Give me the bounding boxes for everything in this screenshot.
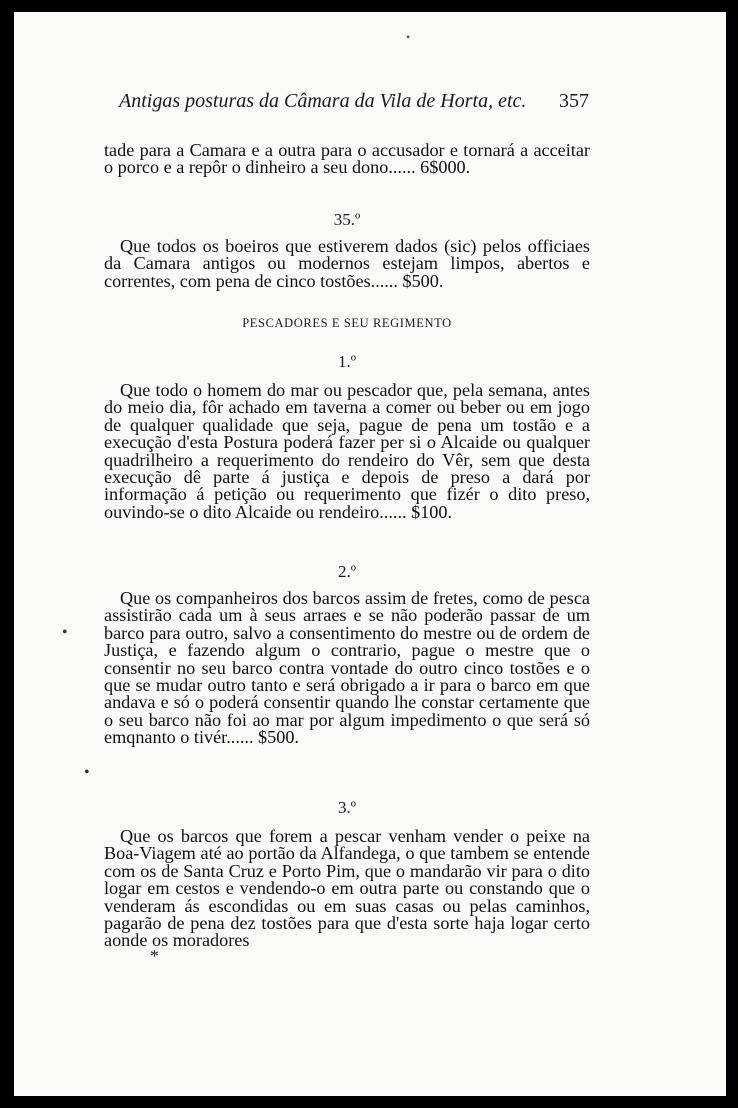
article-text: Que os barcos que forem a pescar venham vender o peixe na Boa-Viagem até ao portão da Alfandega, o que tambem se entende com os de Santa Cruz e Porto Pim, que o mandarão vir para o dito logar em cestos e vendendo-o em outra parte ou constando que o venderam ás escondidas ou em suas casas ou pelas caminhos, pagarão de pena dez tostões para que d'esta sorte haja logar certo aonde os moradores (104, 826, 590, 951)
article-number-1: 1.º (337, 352, 357, 371)
page-number: 357 (559, 90, 589, 112)
running-header (119, 90, 589, 113)
article-1 (104, 382, 590, 521)
margin-dot: • (84, 764, 90, 781)
margin-dot: • (62, 624, 68, 641)
footer-asterisk: * (150, 946, 159, 966)
article-35 (104, 238, 590, 290)
article-2 (104, 590, 590, 747)
article-text: Que os companheiros dos barcos assim de fretes, como de pesca assistirão cada um à seus arraes e se não poderão passar de um barco para outro, salvo a consentimento do mestre ou de ordem de Justiça, e fazendo algum o contrario, pague o mestre que o consentir no seu barco contra vontade do outro cinco tostões e o que se mudar outro tanto e será obrigado a ir para o barco em que andava e só o poderá consentir quando lhe constar certamente que o seu barco não foi ao mar por algum impedimento o que será só emqnanto o tivér...... $500. (104, 588, 590, 748)
running-title: Antigas posturas da Câmara da Vila de Horta, etc. (119, 90, 527, 112)
paragraph-text: tade para a Camara e a outra para o accusador e tornará a acceitar o porco e a repôr o dinheiro a seu dono...... 6$000. (104, 140, 590, 178)
article-number-3: 3.º (337, 798, 357, 817)
article-number-2: 2.º (337, 562, 357, 581)
article-text: Que todos os boeiros que estiverem dados (sic) pelos officiaes da Camara antigos ou modernos estejam limpos, abertos e correntes, com pena de cinco tostões...... $500. (104, 236, 590, 291)
article-number-35: 35.º (333, 210, 361, 229)
scan-speck: • (406, 30, 411, 44)
article-3 (104, 828, 590, 950)
article-text: Que todo o homem do mar ou pescador que, pela semana, antes do meio dia, fôr achado em taverna a comer ou beber ou em jogo de qualquer qualidade que seja, pague de pena um tostão e a execução d'esta Postura poderá fazer per si o Alcaide ou qualquer quadrilheiro a requerimento do rendeiro do Vêr, sem que desta execução dê parte á justiça e depois de preso a dará por informação á petição ou requerimento que fizér o dito preso, ouvindo-se o dito Alcaide ou rendeiro...... $100. (104, 380, 590, 522)
section-title: PESCADORES E SEU REGIMENTO (242, 316, 452, 330)
document-page (14, 12, 726, 1096)
continued-paragraph (104, 142, 590, 177)
